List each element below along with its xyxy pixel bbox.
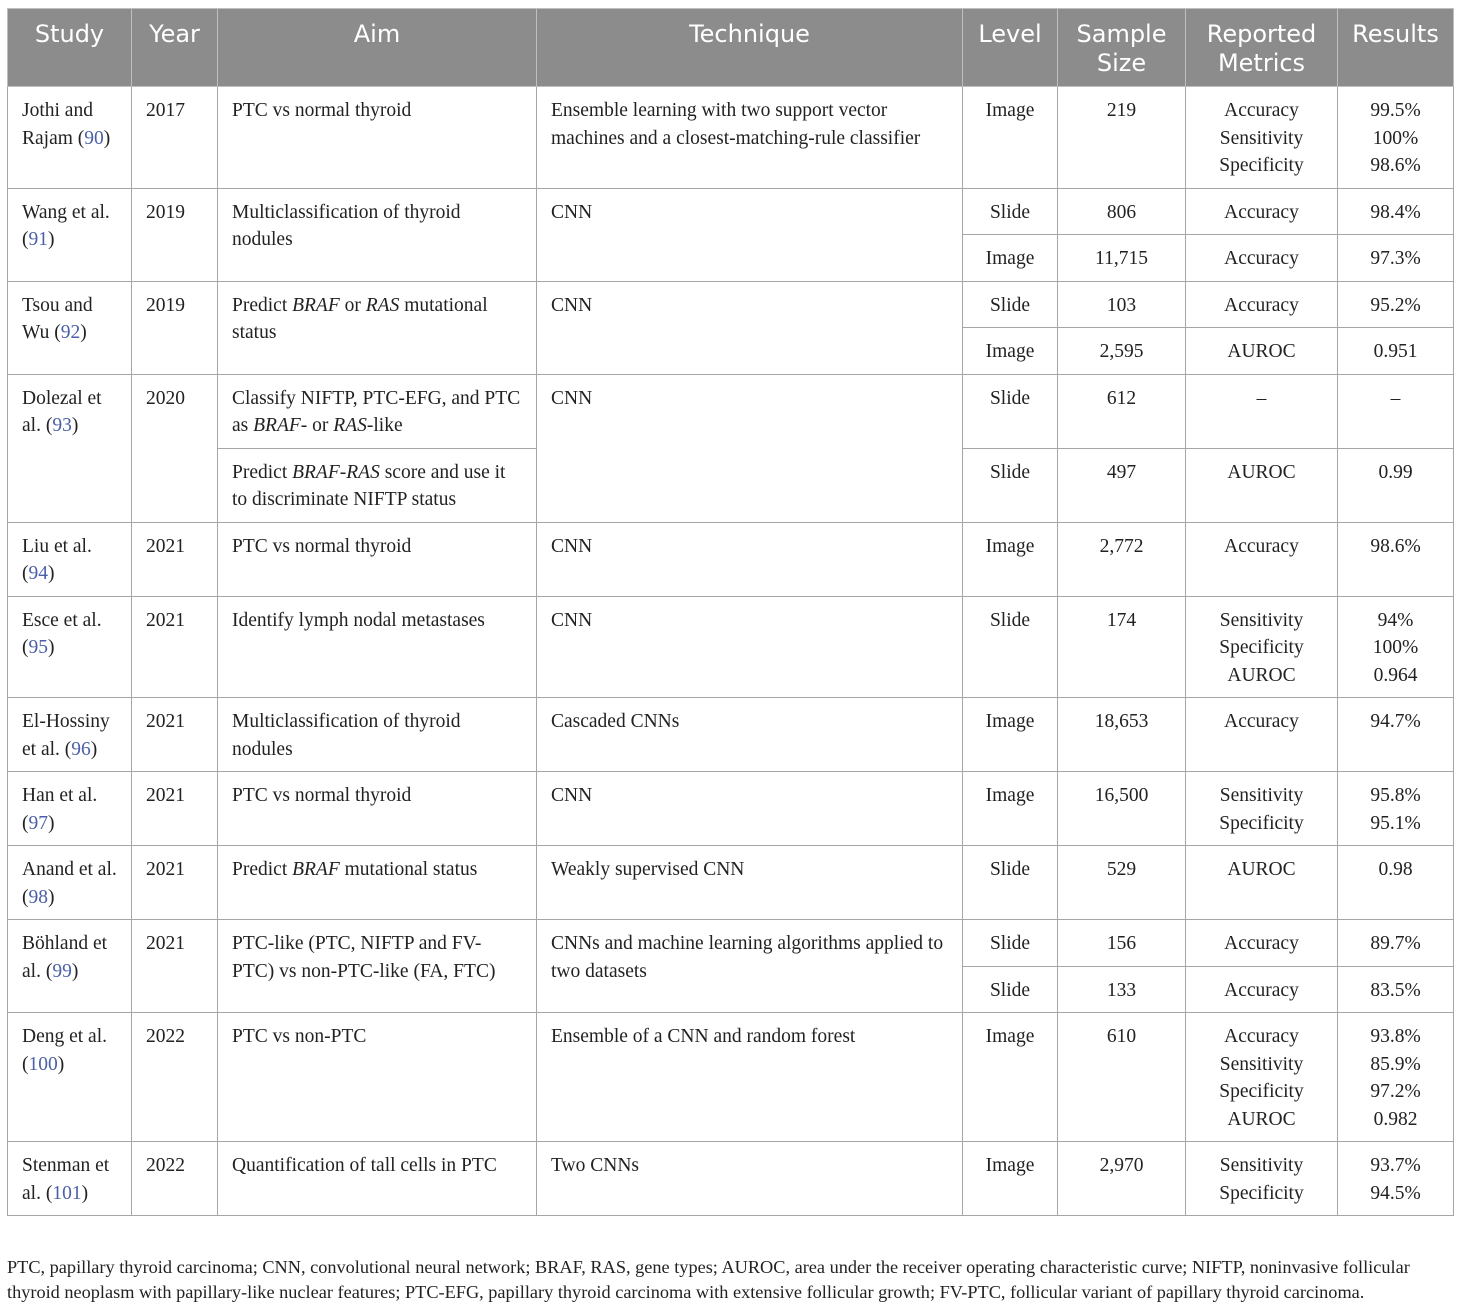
sample-size-cell: 612	[1058, 374, 1186, 448]
reference-link[interactable]: 97	[28, 812, 48, 834]
sample-size-cell: 103	[1058, 281, 1186, 328]
sample-size-cell: 11,715	[1058, 235, 1186, 282]
study-cell: Jothi and Rajam (90)	[8, 87, 132, 189]
result-value: 0.982	[1373, 1108, 1418, 1130]
result-value: 98.4%	[1370, 201, 1421, 223]
technique-cell: CNN	[537, 374, 963, 522]
study-name: Esce et al. (	[22, 609, 102, 658]
results-cell	[1338, 328, 1454, 375]
aim-cell: Multiclassification of thyroid nodules	[218, 188, 537, 281]
reference-link[interactable]: 90	[84, 127, 104, 149]
metrics-cell	[1186, 448, 1338, 522]
result-value: 95.8%	[1370, 785, 1421, 806]
sample-size-cell: 174	[1058, 596, 1186, 698]
reference-link[interactable]: 94	[28, 563, 48, 584]
table-row	[8, 281, 1454, 328]
year-cell: 2021	[132, 772, 218, 846]
study-name: Dolezal et al. (	[22, 387, 102, 436]
table-row	[8, 374, 1454, 448]
result-value: 0.99	[1378, 461, 1413, 483]
study-name: El-Hossiny et al. (	[22, 711, 110, 760]
studies-table	[7, 8, 1454, 1216]
study-cell: Stenman et al. (101)	[8, 1142, 132, 1216]
year-cell: 2021	[132, 698, 218, 772]
level-cell: Image	[963, 698, 1058, 772]
table-container	[7, 8, 1453, 1216]
metric-label: Specificity	[1219, 1081, 1304, 1102]
table-row	[8, 772, 1454, 846]
metrics-cell	[1186, 522, 1338, 596]
study-name: Anand et al. (	[22, 859, 117, 908]
study-name: Stenman et al. (	[22, 1155, 110, 1204]
metric-label: AUROC	[1227, 341, 1296, 362]
reference-link[interactable]: 100	[28, 1053, 58, 1075]
technique-cell: CNN	[537, 188, 963, 281]
reference-link[interactable]: 95	[28, 637, 48, 658]
aim-cell: PTC vs normal thyroid	[218, 772, 537, 846]
metric-label: Accuracy	[1224, 1026, 1299, 1047]
result-value: 97.3%	[1370, 248, 1421, 269]
study-cell: Deng et al. (100)	[8, 1013, 132, 1142]
level-cell: Image	[963, 1013, 1058, 1142]
aim-cell: Classify NIFTP, PTC-EFG, and PTC as BRAF- or RAS-like	[218, 374, 537, 448]
technique-cell: Cascaded CNNs	[537, 698, 963, 772]
sample-size-cell: 18,653	[1058, 698, 1186, 772]
level-cell: Slide	[963, 596, 1058, 698]
results-cell	[1338, 522, 1454, 596]
header-year: Year	[132, 9, 218, 87]
metric-label: Sensitivity	[1219, 1053, 1304, 1075]
level-cell: Image	[963, 772, 1058, 846]
metric-label: Accuracy	[1224, 248, 1299, 269]
study-cell: Böhland et al. (99)	[8, 920, 132, 1013]
results-cell	[1338, 1142, 1454, 1216]
reference-link[interactable]: 99	[52, 960, 72, 982]
level-cell: Image	[963, 87, 1058, 189]
table-row	[8, 522, 1454, 596]
reference-link[interactable]: 91	[28, 229, 48, 250]
level-cell: Slide	[963, 448, 1058, 522]
aim-cell: Identify lymph nodal metastases	[218, 596, 537, 698]
study-name: Jothi and Rajam (	[22, 100, 93, 149]
study-cell: Dolezal et al. (93)	[8, 374, 132, 522]
aim-cell: PTC vs normal thyroid	[218, 87, 537, 189]
result-value: 98.6%	[1370, 535, 1421, 557]
level-cell: Image	[963, 522, 1058, 596]
study-cell: Han et al. (97)	[8, 772, 132, 846]
study-name: Han et al. (	[22, 785, 98, 834]
year-cell: 2021	[132, 596, 218, 698]
results-cell	[1338, 374, 1454, 448]
header-study: Study	[8, 9, 132, 87]
metric-label: Accuracy	[1224, 711, 1299, 732]
sample-size-cell: 2,595	[1058, 328, 1186, 375]
header-technique: Technique	[537, 9, 963, 87]
result-value: 0.964	[1373, 664, 1418, 686]
year-cell: 2019	[132, 281, 218, 374]
result-value: 89.7%	[1370, 933, 1421, 954]
sample-size-cell: 219	[1058, 87, 1186, 189]
study-name: Tsou and Wu (	[22, 294, 93, 343]
header-aim: Aim	[218, 9, 537, 87]
table-row	[8, 846, 1454, 920]
metrics-cell	[1186, 966, 1338, 1013]
study-cell: Liu et al. (94)	[8, 522, 132, 596]
reference-link[interactable]: 92	[60, 322, 81, 343]
level-cell: Slide	[963, 846, 1058, 920]
study-name: Böhland et al. (	[22, 933, 108, 982]
sample-size-cell: 2,772	[1058, 522, 1186, 596]
metric-label: –	[1256, 387, 1267, 409]
result-value: 85.9%	[1370, 1053, 1421, 1075]
metric-label: Specificity	[1219, 812, 1304, 834]
level-cell: Image	[963, 328, 1058, 375]
year-cell: 2022	[132, 1013, 218, 1142]
metric-label: Accuracy	[1224, 933, 1299, 954]
year-cell: 2021	[132, 522, 218, 596]
aim-cell: PTC vs non-PTC	[218, 1013, 537, 1142]
metric-label: AUROC	[1227, 461, 1296, 483]
metrics-cell	[1186, 1013, 1338, 1142]
result-value: 94.7%	[1370, 711, 1421, 732]
header-reported-metrics: Reported Metrics	[1186, 9, 1338, 87]
metric-label: Accuracy	[1224, 294, 1299, 316]
year-cell: 2022	[132, 1142, 218, 1216]
technique-cell: CNN	[537, 596, 963, 698]
table-row	[8, 188, 1454, 235]
aim-cell: PTC vs normal thyroid	[218, 522, 537, 596]
technique-cell: Ensemble of a CNN and random forest	[537, 1013, 963, 1142]
result-value: 83.5%	[1370, 979, 1421, 1001]
metrics-cell	[1186, 281, 1338, 328]
metric-label: Accuracy	[1224, 979, 1299, 1001]
sample-size-cell: 497	[1058, 448, 1186, 522]
header-results: Results	[1338, 9, 1454, 87]
technique-cell: Ensemble learning with two support vector machines and a closest-matching-rule classifier	[537, 87, 963, 189]
header-sample-size: Sample Size	[1058, 9, 1186, 87]
level-cell: Image	[963, 1142, 1058, 1216]
technique-cell: CNN	[537, 281, 963, 374]
level-cell: Slide	[963, 281, 1058, 328]
aim-cell: Multiclassification of thyroid nodules	[218, 698, 537, 772]
metrics-cell	[1186, 87, 1338, 189]
result-value: 93.8%	[1370, 1026, 1421, 1047]
metric-label: Accuracy	[1224, 535, 1299, 557]
table-row	[8, 596, 1454, 698]
study-cell: Tsou and Wu (92)	[8, 281, 132, 374]
table-body	[8, 87, 1454, 1216]
aim-cell: Quantification of tall cells in PTC	[218, 1142, 537, 1216]
aim-cell: Predict BRAF mutational status	[218, 846, 537, 920]
sample-size-cell: 806	[1058, 188, 1186, 235]
metrics-cell	[1186, 235, 1338, 282]
technique-cell: CNN	[537, 522, 963, 596]
level-cell: Slide	[963, 374, 1058, 448]
result-value: 94%	[1377, 609, 1414, 631]
metrics-cell	[1186, 698, 1338, 772]
metric-label: AUROC	[1227, 859, 1296, 880]
results-cell	[1338, 596, 1454, 698]
results-cell	[1338, 920, 1454, 967]
table-row	[8, 87, 1454, 189]
reference-link[interactable]: 98	[28, 886, 48, 908]
year-cell: 2019	[132, 188, 218, 281]
results-cell	[1338, 235, 1454, 282]
metrics-cell	[1186, 374, 1338, 448]
level-cell: Slide	[963, 966, 1058, 1013]
metric-label: Specificity	[1219, 637, 1304, 658]
header-level: Level	[963, 9, 1058, 87]
aim-cell: Predict BRAF or RAS mutational status	[218, 281, 537, 374]
table-footnote: PTC, papillary thyroid carcinoma; CNN, convolutional neural network; BRAF, RAS, gene types; AUROC, area under the receiver operating characteristic curve; NIFTP, noninvasive follicular thyroid neoplasm with papillary-like nuclear features; PTC-EFG, papillary thyroid carcinoma with extensive follicular growth; FV-PTC, follicular variant of papillary thyroid carcinoma.	[7, 1257, 1410, 1302]
metric-label: Accuracy	[1224, 201, 1299, 223]
level-cell: Image	[963, 235, 1058, 282]
result-value: 97.2%	[1370, 1081, 1421, 1102]
reference-link[interactable]: 96	[71, 738, 91, 760]
study-name: Liu et al. (	[22, 535, 92, 584]
study-cell: Esce et al. (95)	[8, 596, 132, 698]
metrics-cell	[1186, 188, 1338, 235]
metrics-cell	[1186, 596, 1338, 698]
study-cell: Anand et al. (98)	[8, 846, 132, 920]
header-row	[8, 9, 1454, 87]
results-cell	[1338, 87, 1454, 189]
metric-label: Specificity	[1219, 155, 1304, 176]
results-cell	[1338, 772, 1454, 846]
metrics-cell	[1186, 920, 1338, 967]
result-value: 0.98	[1378, 859, 1413, 880]
metrics-cell	[1186, 328, 1338, 375]
aim-cell: Predict BRAF-RAS score and use it to discriminate NIFTP status	[218, 448, 537, 522]
sample-size-cell: 16,500	[1058, 772, 1186, 846]
result-value: 95.1%	[1370, 812, 1421, 834]
metrics-cell	[1186, 846, 1338, 920]
results-cell	[1338, 281, 1454, 328]
metric-label: Accuracy	[1224, 100, 1299, 121]
table-row	[8, 920, 1454, 967]
year-cell: 2020	[132, 374, 218, 522]
metric-label: Specificity	[1219, 1182, 1304, 1204]
technique-cell: Two CNNs	[537, 1142, 963, 1216]
technique-cell: CNNs and machine learning algorithms applied to two datasets	[537, 920, 963, 1013]
level-cell: Slide	[963, 920, 1058, 967]
result-value: 93.7%	[1370, 1155, 1421, 1176]
year-cell: 2017	[132, 87, 218, 189]
result-value: 100%	[1372, 637, 1419, 658]
year-cell: 2021	[132, 846, 218, 920]
sample-size-cell: 529	[1058, 846, 1186, 920]
metric-label: AUROC	[1227, 1108, 1296, 1130]
result-value: 100%	[1372, 127, 1419, 149]
technique-cell: Weakly supervised CNN	[537, 846, 963, 920]
metric-label: Sensitivity	[1219, 127, 1304, 149]
technique-cell: CNN	[537, 772, 963, 846]
sample-size-cell: 2,970	[1058, 1142, 1186, 1216]
study-name: Deng et al. (	[22, 1026, 108, 1075]
table-row	[8, 698, 1454, 772]
reference-link[interactable]: 93	[52, 415, 72, 436]
metrics-cell	[1186, 772, 1338, 846]
results-cell	[1338, 448, 1454, 522]
metric-label: Sensitivity	[1219, 1155, 1304, 1176]
table-row	[8, 1142, 1454, 1216]
result-value: 99.5%	[1370, 100, 1421, 121]
results-cell	[1338, 1013, 1454, 1142]
metric-label: Sensitivity	[1219, 609, 1304, 631]
sample-size-cell: 156	[1058, 920, 1186, 967]
result-value: 95.2%	[1370, 294, 1421, 316]
results-cell	[1338, 966, 1454, 1013]
level-cell: Slide	[963, 188, 1058, 235]
reference-link[interactable]: 101	[52, 1182, 82, 1204]
result-value: 0.951	[1373, 341, 1418, 362]
result-value: 98.6%	[1370, 155, 1421, 176]
results-cell	[1338, 846, 1454, 920]
metric-label: Sensitivity	[1219, 785, 1304, 806]
study-cell: El-Hossiny et al. (96)	[8, 698, 132, 772]
study-name: Wang et al. (	[22, 201, 110, 250]
metric-label: AUROC	[1227, 664, 1296, 686]
sample-size-cell: 610	[1058, 1013, 1186, 1142]
study-cell: Wang et al. (91)	[8, 188, 132, 281]
metrics-cell	[1186, 1142, 1338, 1216]
year-cell: 2021	[132, 920, 218, 1013]
result-value: –	[1390, 387, 1401, 409]
sample-size-cell: 133	[1058, 966, 1186, 1013]
table-row	[8, 1013, 1454, 1142]
results-cell	[1338, 698, 1454, 772]
aim-cell: PTC-like (PTC, NIFTP and FV-PTC) vs non-PTC-like (FA, FTC)	[218, 920, 537, 1013]
result-value: 94.5%	[1370, 1182, 1421, 1204]
results-cell	[1338, 188, 1454, 235]
